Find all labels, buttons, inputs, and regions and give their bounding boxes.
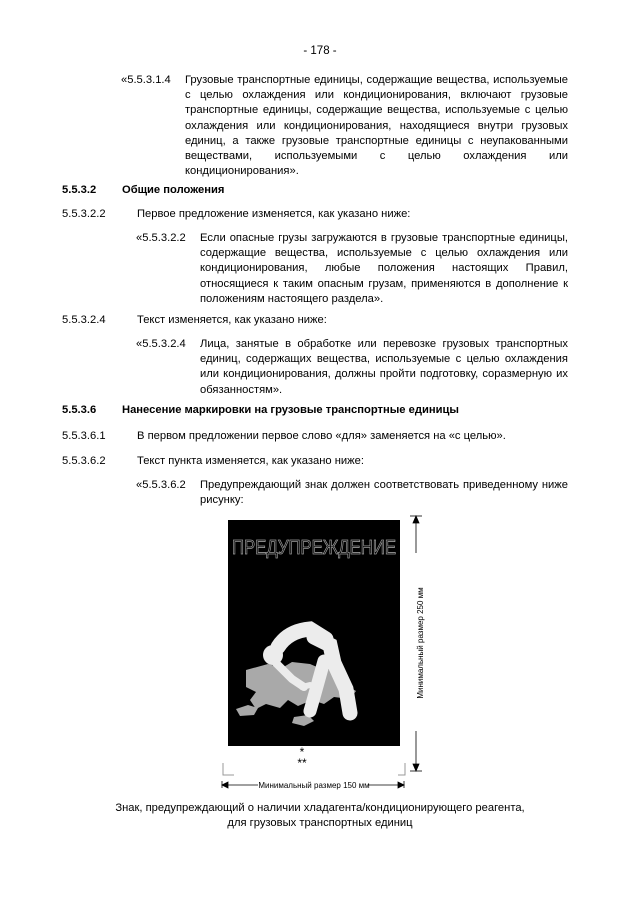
amendment-number: 5.5.3.6.2 [62,455,106,467]
amendment-5-5-3-6-2 [62,454,568,474]
section-title: Общие положения [122,184,225,196]
sign-title: ПРЕДУПРЕЖДЕНИЕ [232,537,396,559]
warning-sign-figure [218,513,408,788]
amendment-text: Текст пункта изменяется, как указано ниже: [137,455,364,467]
caption-line-1: Знак, предупреждающий о наличии хладагента/кондиционирующего реагента, [115,802,525,814]
marker-single: * [299,745,305,759]
warning-sign-drawing [218,513,408,788]
quote-5-5-3-2-2 [136,231,568,311]
height-dimension-label: Минимальный размер 250 мм [416,587,425,699]
amendment-text: В первом предложении первое слово «для» заменяется на «с целью». [137,430,506,442]
corner-mark [223,763,234,775]
quote-number: «5.5.3.2.4 [136,338,186,350]
figure-caption [62,801,578,831]
quote-text: Лица, занятые в обработке или перевозке грузовых транспортных единиц, содержащих вещества, используемые с целью охлаждения или кондиционирования, должны пройти подготовку, соразмерную их обязанностям». [200,338,568,396]
quote-text: Предупреждающий знак должен соответствовать приведенному ниже рисунку: [200,479,568,507]
quote-number: «5.5.3.2.2 [136,232,186,244]
quote-text: Если опасные грузы загружаются в грузовые транспортные единицы, содержащие вещества, используемые с целью охлаждения или кондиционирования, любые положения настоящих Правил, относящиеся к таким опасным грузам, применяются в дополнение к положениям настоящего раздела». [200,232,568,305]
amendment-5-5-3-2-2 [62,207,568,227]
section-number: 5.5.3.6 [62,404,97,416]
section-number: 5.5.3.2 [62,184,97,196]
amendment-5-5-3-2-4 [62,313,568,333]
quote-5-5-3-6-2 [136,478,568,510]
marker-double: ** [297,756,307,770]
caption-line-2: для грузовых транспортных единиц [227,817,413,830]
quote-5-5-3-2-4 [136,337,568,399]
amendment-number: 5.5.3.2.4 [62,314,106,326]
amendment-number: 5.5.3.2.2 [62,208,106,220]
amendment-text: Первое предложение изменяется, как указано ниже: [137,208,411,220]
paragraph-number: «5.5.3.1.4 [121,74,171,86]
corner-mark [398,763,405,775]
section-title: Нанесение маркировки на грузовые транспортные единицы [122,404,459,416]
quote-number: «5.5.3.6.2 [136,479,186,491]
amendment-5-5-3-6-1 [62,429,568,449]
amendment-text: Текст изменяется, как указано ниже: [137,314,327,326]
page-number: - 178 - [303,45,337,57]
paragraph-text: Грузовые транспортные единицы, содержащие вещества, используемые с целью охлаждения или кондиционирования, включают грузовые транспортные единицы, содержащие вещества, используемые с целью охлаждения или кондиционирования, находящиеся внутри грузовых единиц, а также грузовые транспортные единицы с неупакованными веществами, используемыми с целью охлаждения или кондиционирования». [185,74,568,178]
amendment-number: 5.5.3.6.1 [62,430,106,442]
paragraph-5-5-3-1-4 [121,73,568,178]
width-dimension-label: Минимальный размер 150 мм [258,781,370,790]
